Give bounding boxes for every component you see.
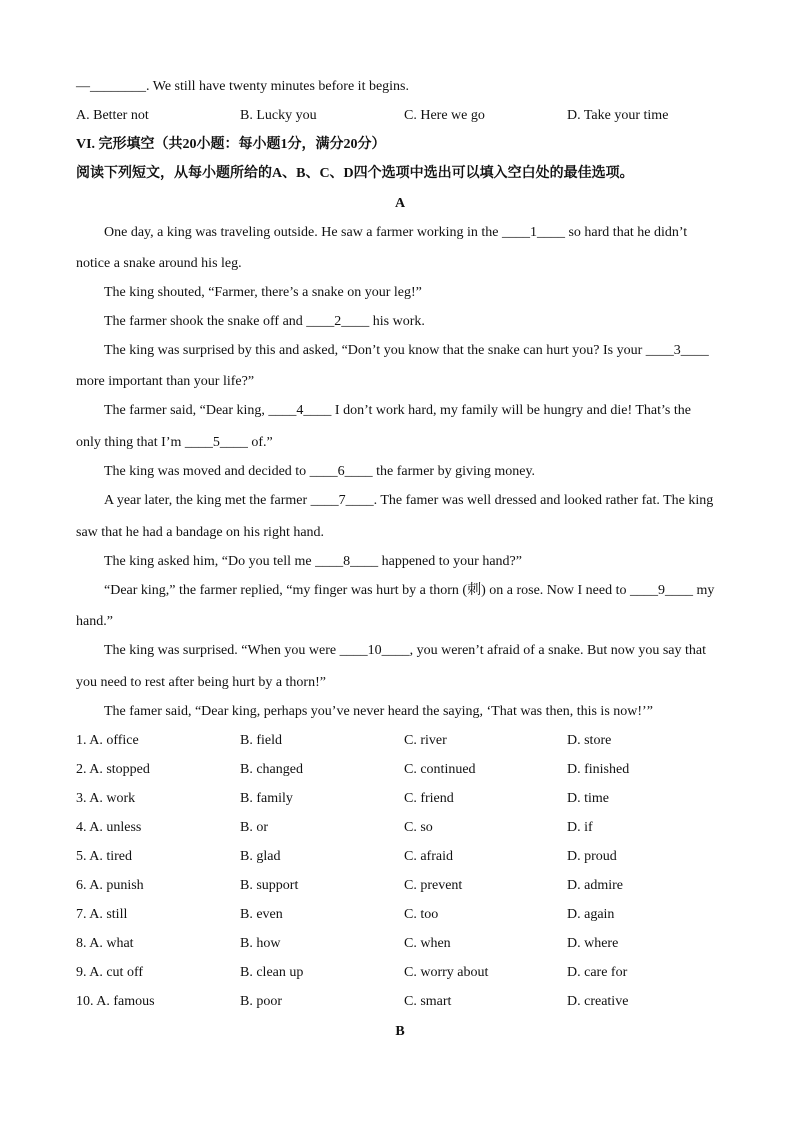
option-a: 4. A. unless bbox=[76, 820, 142, 835]
passage-line: A year later, the king met the farmer ____7____. The famer was well dressed and looked rather fat. The king bbox=[104, 493, 714, 508]
option-d: D. proud bbox=[567, 849, 617, 864]
option-c: C. worry about bbox=[404, 965, 489, 980]
passage-line: The farmer shook the snake off and ____2____ his work. bbox=[104, 314, 425, 329]
option-c: C. smart bbox=[404, 994, 452, 1009]
option-d: D. admire bbox=[567, 878, 623, 893]
passage-line: The king was surprised. “When you were ____10____, you weren’t afraid of a snake. But now you say that bbox=[104, 643, 706, 658]
option-a: 7. A. still bbox=[76, 907, 128, 922]
option-b: B. how bbox=[240, 936, 281, 951]
option-c: C. prevent bbox=[404, 878, 463, 893]
option-a: 5. A. tired bbox=[76, 849, 132, 864]
passage-line: The farmer said, “Dear king, ____4____ I don’t work hard, my family will be hungry and die! That’s the bbox=[104, 403, 691, 418]
option-a: 6. A. punish bbox=[76, 878, 144, 893]
option-c: C. Here we go bbox=[404, 108, 485, 123]
passage-line: One day, a king was traveling outside. He saw a farmer working in the ____1____ so hard that he didn’t bbox=[104, 225, 688, 240]
option-a: 1. A. office bbox=[76, 733, 139, 748]
option-b: B. clean up bbox=[240, 965, 304, 980]
option-b: B. Lucky you bbox=[240, 108, 317, 123]
option-d: D. where bbox=[567, 936, 619, 951]
passage-line: “Dear king,” the farmer replied, “my finger was hurt by a thorn (刺) on a rose. Now I need to ____9____ my bbox=[104, 583, 715, 598]
option-d: D. time bbox=[567, 791, 609, 806]
passage-line: The king was surprised by this and asked, “Don’t you know that the snake can hurt you? Is your ____3____ bbox=[104, 343, 709, 358]
option-c: C. river bbox=[404, 733, 447, 748]
passage-line: notice a snake around his leg. bbox=[76, 256, 242, 271]
option-d: D. care for bbox=[567, 965, 628, 980]
passage-line: hand.” bbox=[76, 614, 113, 629]
passage-line: more important than your life?” bbox=[76, 374, 255, 389]
option-d: D. Take your time bbox=[567, 108, 669, 123]
passage-line: The king shouted, “Farmer, there’s a snake on your leg!” bbox=[104, 285, 422, 300]
question-stem: —________. We still have twenty minutes before it begins. bbox=[76, 79, 410, 94]
option-d: D. again bbox=[567, 907, 615, 922]
option-c: C. friend bbox=[404, 791, 454, 806]
option-c: C. afraid bbox=[404, 849, 453, 864]
passage-line: only thing that I’m ____5____ of.” bbox=[76, 435, 273, 450]
option-b: B. changed bbox=[240, 762, 303, 777]
passage-line: The king asked him, “Do you tell me ____8____ happened to your hand?” bbox=[104, 554, 522, 569]
option-b: B. poor bbox=[240, 994, 282, 1009]
option-a: 3. A. work bbox=[76, 791, 136, 806]
option-d: D. finished bbox=[567, 762, 630, 777]
option-a: 10. A. famous bbox=[76, 994, 155, 1009]
section-title: VI. 完形填空（共20小题：每小题1分，满分20分） bbox=[76, 137, 386, 152]
option-d: D. store bbox=[567, 733, 612, 748]
passage-label-a: A bbox=[394, 196, 406, 211]
option-c: C. too bbox=[404, 907, 439, 922]
option-b: B. field bbox=[240, 733, 282, 748]
passage-line: The famer said, “Dear king, perhaps you’ve never heard the saying, ‘That was then, this is now!’” bbox=[104, 704, 653, 719]
option-b: B. support bbox=[240, 878, 299, 893]
option-a: A. Better not bbox=[76, 108, 149, 123]
option-a: 2. A. stopped bbox=[76, 762, 150, 777]
passage-line: saw that he had a bandage on his right hand. bbox=[76, 525, 325, 540]
option-c: C. so bbox=[404, 820, 433, 835]
option-b: B. or bbox=[240, 820, 268, 835]
option-b: B. family bbox=[240, 791, 293, 806]
option-a: 9. A. cut off bbox=[76, 965, 144, 980]
passage-line: you need to rest after being hurt by a thorn!” bbox=[76, 675, 326, 690]
option-a: 8. A. what bbox=[76, 936, 134, 951]
option-d: D. creative bbox=[567, 994, 629, 1009]
option-d: D. if bbox=[567, 820, 593, 835]
option-c: C. when bbox=[404, 936, 451, 951]
option-b: B. even bbox=[240, 907, 283, 922]
passage-label-b: B bbox=[395, 1024, 405, 1039]
passage-line: The king was moved and decided to ____6____ the farmer by giving money. bbox=[104, 464, 536, 479]
option-c: C. continued bbox=[404, 762, 476, 777]
section-instruction: 阅读下列短文，从每小题所给的A、B、C、D四个选项中选出可以填入空白处的最佳选项。 bbox=[76, 166, 634, 181]
option-b: B. glad bbox=[240, 849, 281, 864]
